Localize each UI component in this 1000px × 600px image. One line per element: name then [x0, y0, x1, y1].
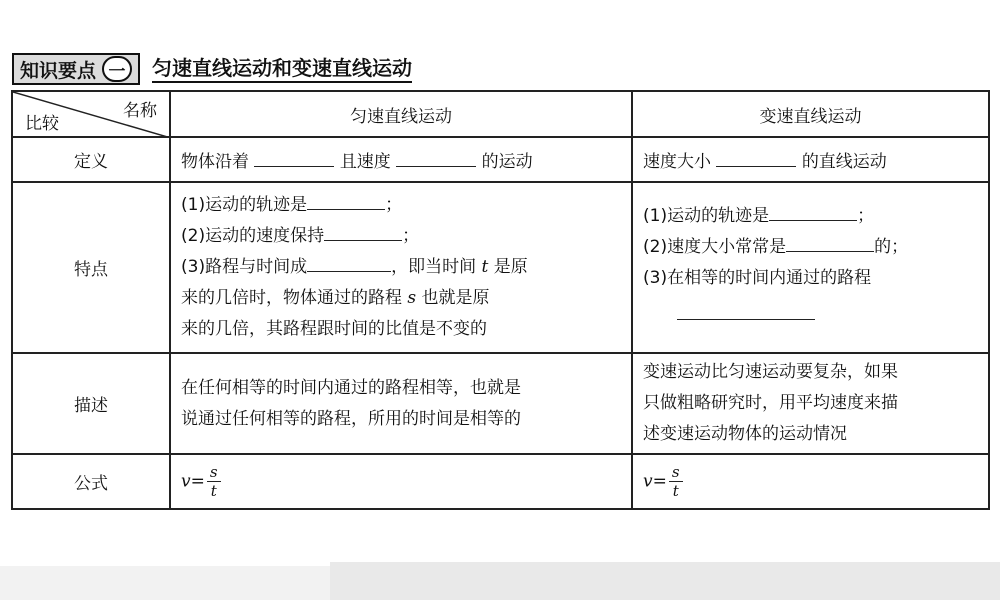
formula-numerator: s: [207, 463, 221, 482]
features-variable-cell: [632, 182, 989, 353]
fill-blank: [786, 233, 874, 252]
comparison-table: [11, 90, 990, 510]
table-header-row: [12, 91, 989, 137]
text: (1)运动的轨迹是: [181, 195, 308, 215]
formula-denominator: t: [672, 482, 679, 500]
formula-numerator: s: [669, 463, 683, 482]
badge-number: 一: [102, 56, 132, 82]
corner-top-label: 名称: [123, 101, 157, 121]
text: 是原: [493, 257, 528, 277]
formula-fraction: [669, 463, 683, 500]
table-row-definition: [12, 137, 989, 182]
corner-bottom-label: 比较: [25, 114, 59, 134]
features-variable-line-4: [643, 294, 978, 331]
row-label-definition: 定义: [12, 137, 170, 182]
row-label-features: 特点: [12, 182, 170, 353]
description-uniform-line-1: 在任何相等的时间内通过的路程相等，也就是: [181, 377, 521, 398]
formula-variable-cell: [632, 454, 989, 509]
text: 来的几倍时，物体通过的路程: [181, 288, 402, 308]
fill-blank: [254, 148, 334, 167]
definition-uniform-text-a: 物体沿着: [181, 152, 249, 172]
text: ；: [857, 206, 875, 226]
features-uniform-cell: [170, 182, 632, 353]
fill-blank: [307, 191, 385, 210]
features-uniform-line-1: [181, 190, 621, 221]
formula-lhs: v=: [643, 471, 667, 492]
fill-blank: [769, 202, 857, 221]
text: ；: [385, 195, 403, 215]
formula-lhs: v=: [181, 471, 205, 492]
text: ，即当时间: [391, 257, 477, 277]
table-row-features: [12, 182, 989, 353]
badge-label: 知识要点: [20, 59, 97, 82]
column-header-uniform: 匀速直线运动: [170, 91, 632, 137]
definition-uniform-cell: [170, 137, 632, 182]
features-uniform-line-4: [181, 283, 621, 314]
features-variable-line-2: [643, 232, 978, 263]
footer-panel-right: [330, 562, 1000, 600]
formula-fraction: [207, 463, 221, 500]
row-label-description: 描述: [12, 353, 170, 454]
text: 的；: [874, 237, 909, 257]
corner-cell: [12, 91, 170, 137]
text: (2)速度大小常常是: [643, 237, 787, 257]
definition-variable-text-a: 速度大小: [643, 152, 711, 172]
fill-blank: [677, 301, 815, 320]
variable-t: t: [481, 257, 489, 277]
features-uniform-line-5: 来的几倍，其路程跟时间的比值是不变的: [181, 319, 487, 339]
table-row-formula: [12, 454, 989, 509]
text: (2)运动的速度保持: [181, 226, 325, 246]
features-uniform-line-3: [181, 252, 621, 283]
fill-blank: [716, 148, 796, 167]
description-uniform-line-2: 说通过任何相等的路程，所用的时间是相等的: [181, 408, 521, 429]
features-uniform-line-2: [181, 221, 621, 252]
fill-blank: [324, 222, 402, 241]
section-heading: [12, 52, 412, 86]
definition-variable-cell: [632, 137, 989, 182]
knowledge-badge: [12, 53, 140, 85]
text: ；: [402, 226, 420, 246]
description-variable-line-3: 述变速运动物体的运动情况: [643, 424, 847, 444]
row-label-formula: 公式: [12, 454, 170, 509]
formula-denominator: t: [210, 482, 217, 500]
fill-blank: [396, 148, 476, 167]
text: 也就是原: [421, 288, 490, 308]
definition-uniform-text-c: 的运动: [481, 152, 533, 172]
features-variable-line-1: [643, 201, 978, 232]
section-title: 匀速直线运动和变速直线运动: [152, 55, 412, 83]
features-variable-line-3: (3)在相等的时间内通过的路程: [643, 268, 872, 288]
description-variable-line-2: 只做粗略研究时，用平均速度来描: [643, 393, 898, 413]
column-header-variable: 变速直线运动: [632, 91, 989, 137]
text: (3)路程与时间成: [181, 257, 308, 277]
description-uniform-cell: [170, 353, 632, 454]
description-variable-cell: [632, 353, 989, 454]
footer-panel-left: [0, 566, 330, 600]
definition-uniform-text-b: 且速度: [339, 152, 391, 172]
description-variable-line-1: 变速运动比匀速运动要复杂，如果: [643, 362, 898, 382]
text: (1)运动的轨迹是: [643, 206, 770, 226]
fill-blank: [307, 253, 391, 272]
definition-variable-text-b: 的直线运动: [801, 152, 887, 172]
formula-uniform-cell: [170, 454, 632, 509]
table-row-description: [12, 353, 989, 454]
variable-s: s: [407, 288, 417, 308]
